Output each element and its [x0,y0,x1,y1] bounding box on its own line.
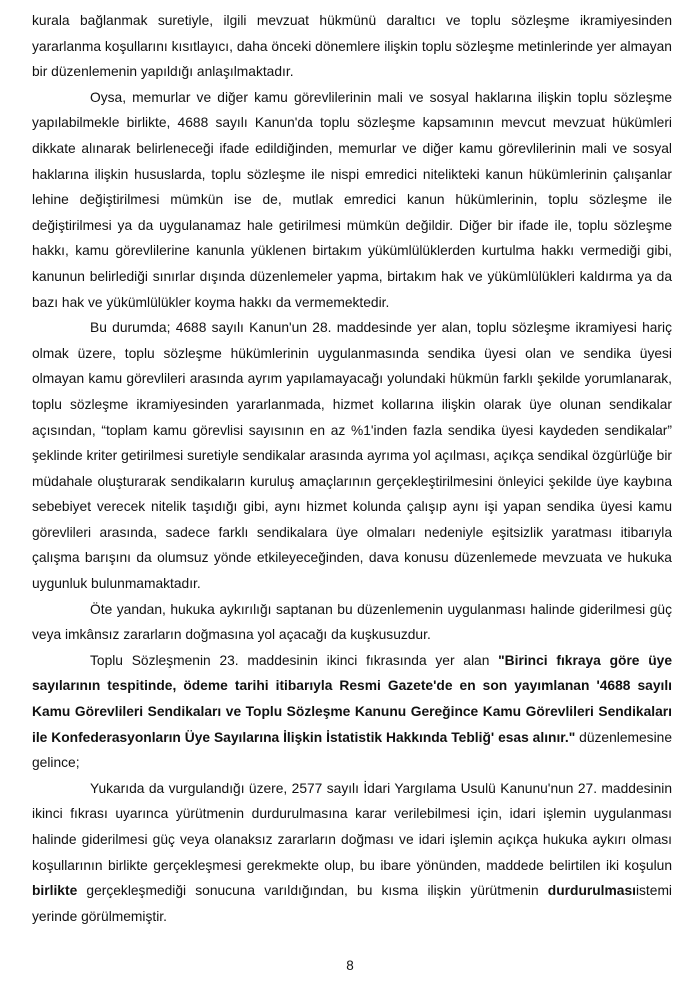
text-run: Toplu Sözleşmenin 23. maddesinin ikinci fıkrasında yer alan [90,652,499,668]
bold-text-run: birlikte [32,883,78,899]
paragraph-stay-of-execution [32,776,672,930]
paragraph-collective-agreement-scope [32,85,672,315]
text-run: Bu durumda; 4688 sayılı Kanun'un 28. maddesinde yer alan, toplu sözleşme ikramiyesi hariç olmak üzere, toplu sözleşme hükümlerinin uygulanmasında sendika üyesi olan ve sendika üyesi olmayan kamu görevlileri arasında ayrım yapılamayacağı yolundaki hükmün farklı şekilde yorumlanarak, toplu sözleşme ikramiyesinden yararlanmada, hizmet kollarına ilişkin olarak üye olunan sendikalar açısından, “toplam kamu görevlisi sayısının en az %1'inden fazla sendika üyesi kaydeden sendikalar” şeklinde kriter getirilmesi suretiyle sendikalar arasında ayrıma yol açılması, açıkça sendikal özgürlüğe bir müdahale oluşturarak sendikaların kuruluş amaçlarının gerçekleştirilmesini önleyici şekilde üye kaybına sebebiyet verecek nitelik taşıdığı gibi, aynı hizmet kolunda çalışıp aynı işi yapan sendika üyesi kamu görevlileri arasında, sadece farklı sendikalara üye olmaları nedeniyle eşitsizlik yaratması itibarıyla çalışma barışını da olumsuz yönde etkileyeceğinden, dava konusu düzenlemede mevzuata ve hukuka uygunluk bulunmamaktadır. [32,320,672,592]
document-body [32,8,672,929]
text-run: düzenlemesine gelince; [32,729,672,771]
paragraph-continuation [32,8,672,85]
text-run: Yukarıda da vurgulandığı üzere, 2577 sayılı İdari Yargılama Usulü Kanunu'nun 27. maddesinin ikinci fıkrası uyarınca yürütmenin durdurulmasına karar verilebilmesi için, idari işlemin uygulanması halinde giderilmesi güç veya olanaksız zararların doğması ve idari işlemin açıkça hukuka aykırı olması koşullarının birlikte gerçekleşmesi gerekmekte olup, bu ibare yönünden, maddede belirtilen iki koşulun [32,780,672,873]
bold-text-run: "Birinci fıkraya göre üye sayılarının tespitinde, ödeme tarihi itibarıyla Resmi Gazete'de en son yayımlanan '4688 sayılı Kamu Görevlileri Sendikaları ve Toplu Sözleşme Kanunu Gereğince Kamu Görevlileri Sendikaları ile Konfederasyonların Üye Sayılarına İlişkin İstatistik Hakkında Tebliğ' esas alınır." [32,652,672,745]
paragraph-irreparable-harm [32,597,672,648]
paragraph-union-discrimination [32,315,672,597]
bold-text-run: durdurulması [547,883,636,899]
text-run: Öte yandan, hukuka aykırılığı saptanan bu düzenlemenin uygulanması halinde giderilmesi güç veya imkânsız zararların doğmasına yol açacağı da kuşkusuzdur. [32,601,672,643]
text-run: kurala bağlanmak suretiyle, ilgili mevzuat hükmünü daraltıcı ve toplu sözleşme ikramiyesinden yararlanma koşullarını kısıtlayıcı, daha önceki dönemlere ilişkin toplu sözleşme metinlerinde yer almayan bir düzenlemenin yapıldığı anlaşılmaktadır. [32,13,672,80]
page-number: 8 [346,958,354,973]
paragraph-article-23-quote [32,648,672,776]
text-run: Oysa, memurlar ve diğer kamu görevlilerinin mali ve sosyal haklarına ilişkin toplu sözleşme yapılabilmekle birlikte, 4688 sayılı Kanun'da toplu sözleşme kapsamının mevcut mevzuat hükümleri dikkate alınarak belirleneceği ifade edildiğinden, memurlar ve diğer kamu görevlilerinin mali ve sosyal haklarına ilişkin hususlarda, toplu sözleşme ile nispi emredici nitelikteki kanun hükümlerinin çalışanlar lehine değiştirilmesi mümkün ise de, mutlak emredici kanun hükümlerinin, toplu sözleşme ile değiştirilmesi ya da uygulanamaz hale getirilmesi mümkün değildir. Diğer bir ifade ile, toplu sözleşme hakkı, kamu görevlilerine kanunla yüklenen birtakım yükümlülüklerden kurtulma hakkı vermediği gibi, kanunun belirlediği sınırlar dışında düzenlemeler yapma, birtakım hak ve yükümlülükleri kaldırma ya da bazı hak ve yükümlülükler koyma hakkı da vermemektedir. [32,89,672,310]
text-run: istemi yerinde görülmemiştir. [32,883,672,924]
text-run: gerçekleşmediği sonucuna varıldığından, bu kısma ilişkin yürütmenin [77,883,548,899]
